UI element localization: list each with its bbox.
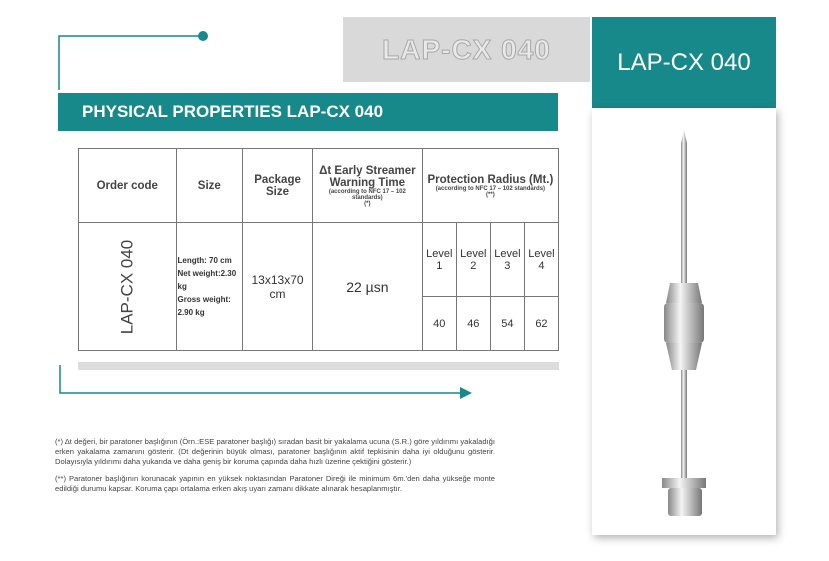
product-image [592, 108, 776, 535]
divider-bar [78, 362, 559, 370]
footnote-1: (*) Δt değeri, bir paratoner başlığının (Örn.:ESE paratoner başlığı) sıradan basit bir yakalama ucuna (S.R.) göre yıldırımı yakaladığı erken yakalama zamanını gösterir. (Dt değerinin büyük olması, paratoner başlığının aktif tepkisinin daha iyi olduğunu gösterir. Dolayısıyla yıldırımı daha yukarıda ve daha geniş bir koruma çapında daha hızlı üzerine çektiğini gösterir.) [55, 437, 495, 466]
level-4: Level 4 [524, 223, 558, 297]
radius-4: 62 [524, 297, 558, 351]
warning-time-label: Δt Early Streamer Warning Time [319, 164, 416, 189]
order-code-cell [79, 223, 177, 351]
header-protection [422, 149, 558, 223]
radius-1: 40 [422, 297, 456, 351]
length: Length: 70 cm [177, 256, 232, 265]
warning-ref: (*) [364, 200, 371, 207]
header-size: Size [176, 149, 243, 223]
size-cell [176, 223, 243, 351]
protection-ref: (**) [486, 191, 495, 198]
section-banner: PHYSICAL PROPERTIES LAP-CX 040 [58, 93, 558, 131]
properties-table [78, 148, 559, 351]
model-title: LAP-CX 040 [592, 17, 776, 108]
level-2: Level 2 [456, 223, 490, 297]
level-3: Level 3 [490, 223, 524, 297]
warning-time-cell: 22 µsn [312, 223, 422, 351]
footnote-2: (**) Paratoner başlığının korunacak yapının en yüksek noktasından Paratoner Direği ile minimum 6m.'den daha yükseğe monte edildiği durumu kapsar. Koruma çapı ortalama erken akış uyarı zamanı dikkate alınarak hesaplanmıştır. [55, 474, 495, 493]
radius-3: 54 [490, 297, 524, 351]
gross-weight: Gross weight: 2.90 kg [177, 295, 231, 317]
protection-note: (according to NFC 17 – 102 standards) [435, 185, 546, 192]
warning-note: (according to NFC 17 – 102 standards) [328, 188, 406, 201]
protection-label: Protection Radius (Mt.) [427, 173, 554, 186]
header-warning-time [312, 149, 422, 223]
package-size-cell: 13x13x70 cm [243, 223, 313, 351]
footnotes [55, 437, 495, 501]
header-order-code: Order code [79, 149, 177, 223]
order-code: LAP-CX 040 [117, 239, 137, 334]
level-1: Level 1 [422, 223, 456, 297]
lightning-rod-icon [592, 108, 776, 535]
header-package-size: Package Size [243, 149, 313, 223]
net-weight: Net weight:2.30 kg [177, 269, 237, 291]
radius-2: 46 [456, 297, 490, 351]
model-title-outline: LAP-CX 040 [343, 17, 590, 82]
